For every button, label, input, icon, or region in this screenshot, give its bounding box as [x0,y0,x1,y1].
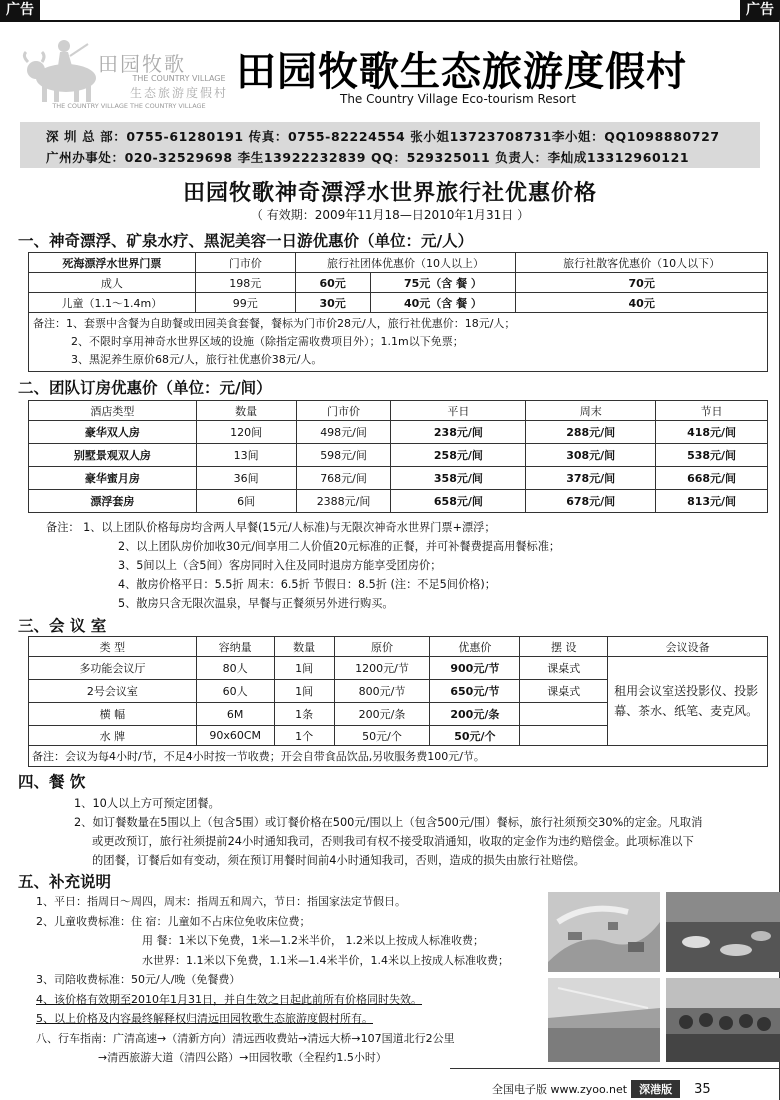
table-cell: 99元 [195,293,295,313]
footer-rule [450,1068,780,1069]
header-cell: 旅行社团体优惠价（10人以上） [295,253,516,273]
header-cell: 周末 [526,401,656,421]
logo-line1: THE COUNTRY VILLAGE [132,74,226,83]
table-cell: 2388元/间 [296,490,391,513]
note-line: →清西旅游大道（清四公路）→田园牧歌（全程约1.5小时） [98,1051,387,1064]
header-cell: 节日 [656,401,768,421]
table-cell: 1间 [274,680,334,703]
validity-period: （ 有效期：2009年11月18—日2010年1月31日 ） [250,208,530,222]
table-cell: 200元/条 [334,703,430,726]
table-cell: 358元/间 [391,467,526,490]
table-cell: 678元/间 [526,490,656,513]
table-cell: 200元/条 [430,703,520,726]
table-cell: 813元/间 [656,490,768,513]
indoor-spa-photo [548,978,660,1062]
table-cell: 60元 [295,273,370,293]
table-cell [520,703,608,726]
table-cell: 儿童（1.1～1.4m） [29,293,196,313]
table-cell: 60人 [196,680,274,703]
note-line: 1、平日：指周日～周四，周末：指周五和周六，节日：指国家法定节假日。 [36,895,406,908]
note-line: 3、司陪收费标准：50元/人/晚（免餐费） [36,973,241,986]
logo-line3: THE COUNTRY VILLAGE THE COUNTRY VILLAGE [52,102,206,110]
note-line: 3、黑泥养生原价68元/人，旅行社优惠价38元/人。 [71,353,323,366]
table-cell: 多功能会议厅 [29,657,197,680]
table-cell: 378元/间 [526,467,656,490]
table-cell: 308元/间 [526,444,656,467]
table-cell: 40元（含 餐 ） [370,293,516,313]
floating-pool-photo [666,892,780,972]
supplementary-notes [36,892,509,1068]
table-cell: 80人 [196,657,274,680]
header-cell: 数量 [196,401,296,421]
table-cell: 成人 [29,273,196,293]
room-price-table [28,400,768,513]
table-row [29,421,768,444]
section4-heading: 四、餐 饮 [18,773,86,791]
header-cell: 容纳量 [196,637,274,657]
ad-label-left: 广告 [0,0,40,20]
table-cell: 538元/间 [656,444,768,467]
table-cell: 36间 [196,467,296,490]
contact-line-shenzhen: 深 圳 总 部：0755-61280191 传真：0755-82224554 张小姐13723708731李小姐：QQ1098880727 [46,129,720,144]
section5-heading: 五、补充说明 [18,873,112,891]
table-row [29,467,768,490]
meeting-room-table [28,636,768,767]
table-cell: 75元（含 餐 ） [370,273,516,293]
header-cell: 门市价 [296,401,391,421]
table-cell: 668元/间 [656,467,768,490]
table-cell: 90x60CM [196,726,274,746]
table-row [29,273,768,293]
header-cell: 旅行社散客优惠价（10人以下） [516,253,768,273]
section1-heading: 一、神奇漂浮、矿泉水疗、黑泥美容一日游优惠价（单位：元/人） [18,232,474,250]
table-cell: 598元/间 [296,444,391,467]
resort-title: 田园牧歌生态旅游度假村 [236,48,687,95]
table-cell: 50元/个 [334,726,430,746]
section2-heading: 二、团队订房优惠价（单位：元/间） [18,379,272,397]
note-line: 八、行车指南：广清高速→（清新方向）清远西收费站→清远大桥→107国道北行2公里 [36,1031,455,1045]
note-line: 2、以上团队房价加收30元/间享用二人价值20元标准的正餐，并可补餐费提高用餐标准； [118,540,561,553]
note-line: 4、该价格有效期至2010年1月31日，并自生效之日起此前所有价格同时失效。 [36,992,422,1006]
day-tour-price-table [28,252,768,372]
table-cell: 40元 [516,293,768,313]
header-cell: 数量 [274,637,334,657]
table-row [29,746,768,767]
group-photo [666,978,780,1062]
table-cell: 658元/间 [391,490,526,513]
contact-line-guangzhou: 广州办事处：020-32529698 李生13922232839 QQ：529325011 负责人：李灿成13312960121 [46,150,690,165]
page-number: 35 [694,1082,711,1097]
note-line: 2、不限时享用神奇水世界区域的设施（除指定需收费项目外）；1.1m以下免票； [71,335,464,348]
table-cell: 水 牌 [29,726,197,746]
table-cell: 768元/间 [296,467,391,490]
header-cell: 原价 [334,637,430,657]
resort-photos [548,892,780,1062]
resort-logo [18,26,228,114]
header-cell: 会议设备 [608,637,768,657]
table-cell: 6M [196,703,274,726]
table-header-row [29,637,768,657]
table-cell: 120间 [196,421,296,444]
table-cell: 1间 [274,657,334,680]
table-cell: 650元/节 [430,680,520,703]
table-cell: 2号会议室 [29,680,197,703]
ad-label-right: 广告 [740,0,780,20]
table-cell: 豪华蜜月房 [29,467,197,490]
note-line: 5、以上价格及内容最终解释权归清远田园牧歌生态旅游度假村所有。 [36,1012,373,1025]
table-cell: 70元 [516,273,768,293]
table-cell: 6间 [196,490,296,513]
table-cell: 课桌式 [520,680,608,703]
footer-region: 深港版 [631,1080,680,1098]
note-line: 备注： 1、以上团队价格每房均含两人早餐(15元/人标准)与无限次神奇水世界门票+漂浮； [46,521,496,534]
table-cell [520,726,608,746]
note-line: 2、儿童收费标准：住 宿：儿童如不占床位免收床位费； [36,914,311,928]
table-cell: 498元/间 [296,421,391,444]
note-line: 或更改预订，旅行社须提前24小时通知我司，否则我司有权不接受取消通知，收取的定金作为违约赔偿金。此项标准以下 [92,835,694,848]
table-row [29,313,768,372]
price-list-title: 田园牧歌神奇漂浮水世界旅行社优惠价格 [182,181,597,206]
table-cell: 258元/间 [391,444,526,467]
header-cell: 摆 设 [520,637,608,657]
table-row [29,293,768,313]
table-cell: 288元/间 [526,421,656,444]
header-cell: 死海漂浮水世界门票 [29,253,196,273]
resort-subtitle-en: The Country Village Eco-tourism Resort [340,92,576,106]
resort-map-photo [548,892,660,972]
note-line: 备注：1、套票中含餐为自助餐或田园美食套餐，餐标为门市价28元/人，旅行社优惠价：18元/人； [33,317,516,330]
header-cell: 平日 [391,401,526,421]
table-row [29,444,768,467]
table-cell: 课桌式 [520,657,608,680]
header-cell: 门市价 [195,253,295,273]
table-cell: 漂浮套房 [29,490,197,513]
header-cell: 类 型 [29,637,197,657]
table-cell: 豪华双人房 [29,421,197,444]
table-cell: 1200元/节 [334,657,430,680]
header-cell: 酒店类型 [29,401,197,421]
room-notes [46,518,560,613]
dining-notes [74,794,702,870]
logo-name: 田园牧歌 [98,52,186,76]
note-line: 用 餐：1米以下免费，1米—1.2米半价， 1.2米以上按成人标准收费； [142,934,484,947]
section3-heading: 三、会 议 室 [18,617,107,635]
table-cell: 1条 [274,703,334,726]
footer-edition: 全国电子版 www.zyoo.net [492,1083,628,1096]
note-line: 的团餐，订餐后如有变动，须在预订用餐时间前4小时通知我司，否则，造成的损失由旅行社赔偿。 [92,854,585,867]
table-header-row [29,401,768,421]
note-line: 4、散房价格平日：5.5折 周末：6.5折 节假日：8.5折 (注：不足5间价格)； [118,578,496,591]
table-cell: 13间 [196,444,296,467]
meeting-note-cell: 备注：会议为每4小时/节，不足4小时按一节收费；开会自带食品饮品,另收服务费100元/节。 [29,746,768,767]
table-cell: 198元 [195,273,295,293]
table-cell: 30元 [295,293,370,313]
table-row [29,657,768,680]
table-cell: 50元/个 [430,726,520,746]
note-line: 3、5间以上（含5间）客房同时入住及同时退房方能享受团房价； [118,559,442,572]
contact-box [20,122,760,168]
note-line: 5、散房只含无限次温泉，早餐与正餐须另外进行购买。 [118,597,394,610]
page-footer [492,1080,711,1098]
table-row [29,490,768,513]
table-header-row [29,253,768,273]
note-line: 水世界：1.1米以下免费，1.1米—1.4米半价，1.4米以上按成人标准收费； [142,953,509,967]
table-cell: 238元/间 [391,421,526,444]
header-cell: 优惠价 [430,637,520,657]
table-cell: 800元/节 [334,680,430,703]
note-line: 1、10人以上方可预定团餐。 [74,797,220,810]
table-cell: 418元/间 [656,421,768,444]
table-cell: 1个 [274,726,334,746]
table-cell: 别墅景观双人房 [29,444,197,467]
note-line: 2、如订餐数量在5围以上（包含5围）或订餐价格在500元/围以上（包含500元/围）餐标，旅行社须预交30%的定金。凡取消 [74,816,703,829]
table-cell: 900元/节 [430,657,520,680]
notes-cell [29,313,768,372]
logo-line2: 生态旅游度假村 [129,86,228,100]
ox-rider-icon [18,26,108,106]
table-cell: 横 幅 [29,703,197,726]
equipment-cell: 租用会议室送投影仪、投影幕、茶水、纸笔、麦克风。 [608,657,768,746]
top-rule [0,20,780,22]
